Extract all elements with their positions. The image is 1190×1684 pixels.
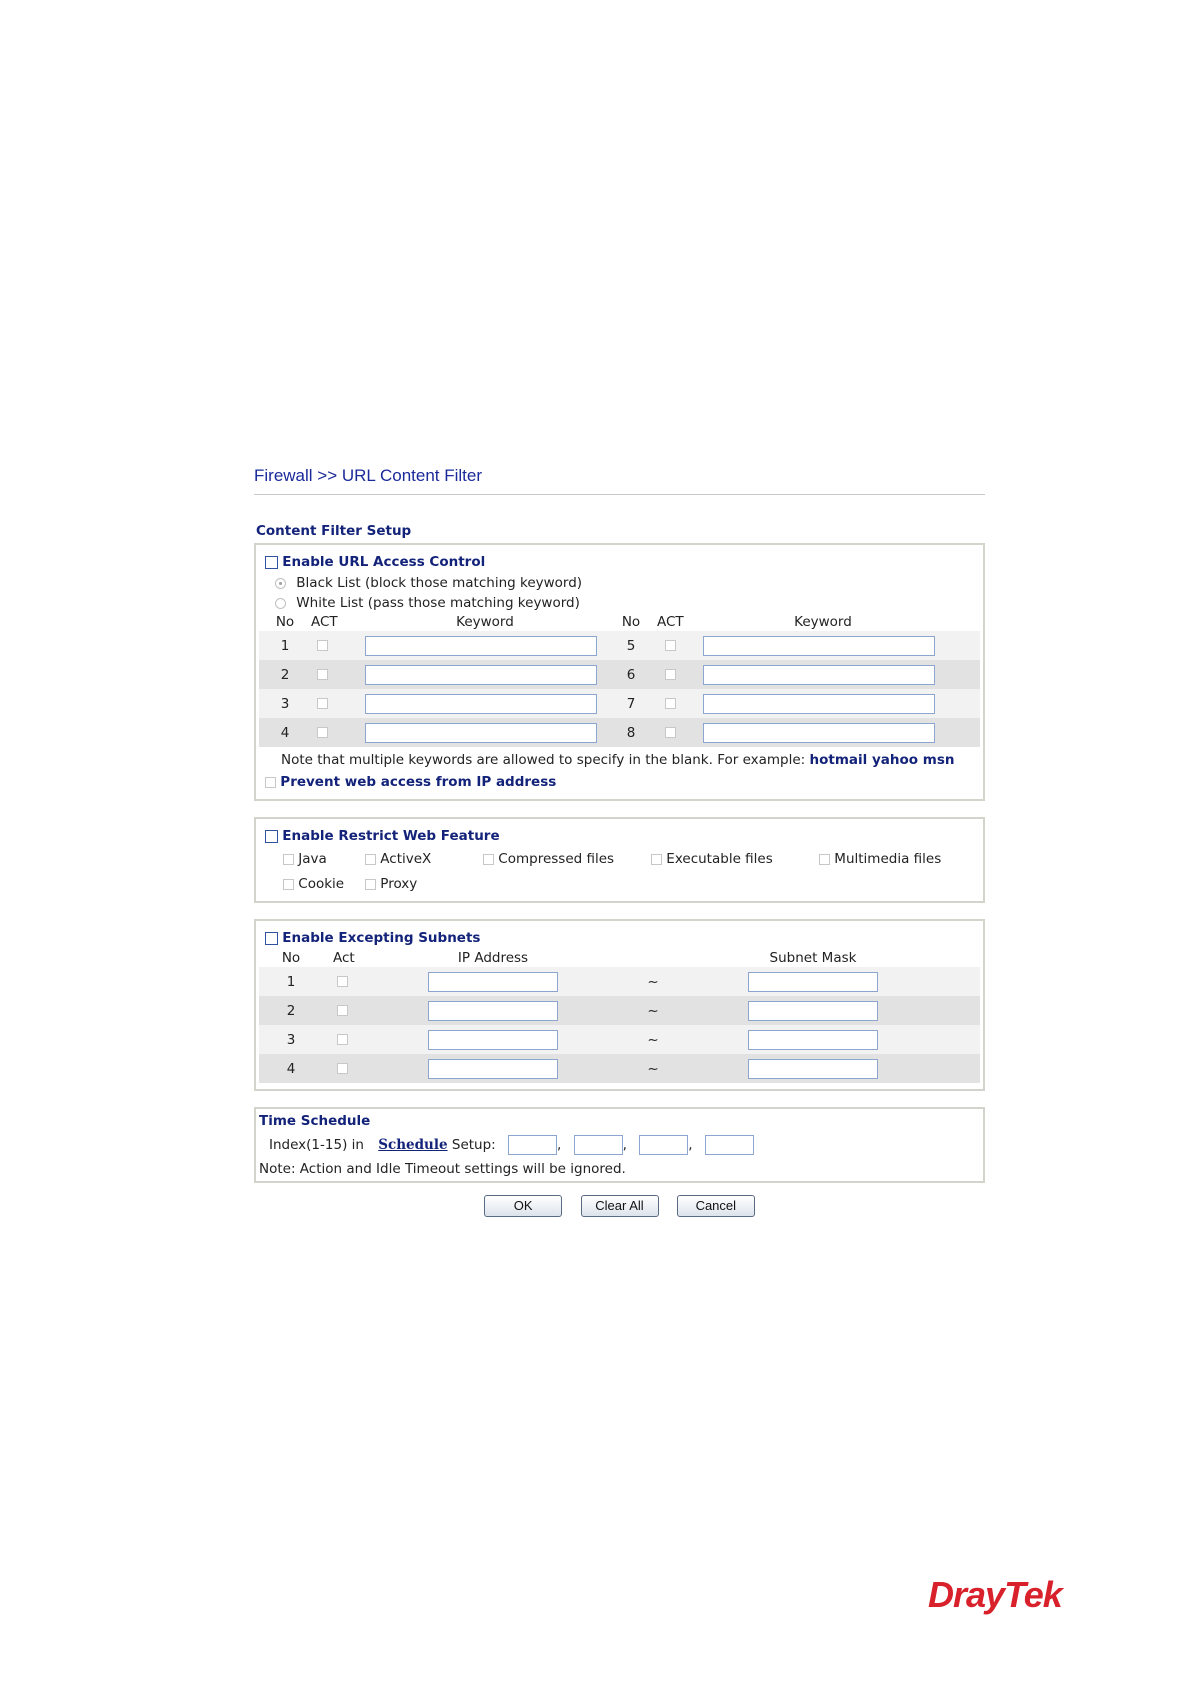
table-row <box>259 1054 980 1083</box>
restrict-web-feature-panel <box>254 817 985 903</box>
range-tilde: ~ <box>573 996 733 1025</box>
button-bar <box>254 1195 985 1217</box>
schedule-index-input-1[interactable] <box>508 1135 557 1155</box>
act-checkbox[interactable] <box>337 1005 348 1016</box>
keyword-note-example: hotmail yahoo msn <box>809 752 955 768</box>
row-number: 3 <box>259 1025 323 1054</box>
table-row <box>259 1025 980 1054</box>
keyword-input[interactable] <box>365 636 597 656</box>
row-number: 7 <box>605 689 657 718</box>
java-label: Java <box>298 851 327 867</box>
compressed-files-checkbox[interactable] <box>483 854 494 865</box>
executable-files-label: Executable files <box>666 851 773 867</box>
act-checkbox[interactable] <box>337 1034 348 1045</box>
range-tilde: ~ <box>573 1025 733 1054</box>
enable-excepting-subnets-label: Enable Excepting Subnets <box>282 930 481 946</box>
table-row <box>259 718 980 747</box>
table-row <box>259 996 980 1025</box>
row-number: 4 <box>259 718 311 747</box>
enable-url-access-control-label: Enable URL Access Control <box>282 554 486 570</box>
act-checkbox[interactable] <box>337 976 348 987</box>
keyword-input[interactable] <box>365 723 597 743</box>
multimedia-files-checkbox[interactable] <box>819 854 830 865</box>
schedule-index-label: Index(1-15) in <box>269 1137 364 1153</box>
act-checkbox[interactable] <box>665 698 676 709</box>
subnet-mask-input[interactable] <box>748 1059 878 1079</box>
content-filter-setup-title: Content Filter Setup <box>256 523 412 539</box>
activex-label: ActiveX <box>380 851 432 867</box>
enable-url-access-control-checkbox[interactable] <box>265 556 278 569</box>
row-number: 3 <box>259 689 311 718</box>
act-checkbox[interactable] <box>665 727 676 738</box>
col-keyword-right: Keyword <box>794 614 852 630</box>
activex-checkbox[interactable] <box>365 854 376 865</box>
time-schedule-panel <box>254 1107 985 1183</box>
ip-address-input[interactable] <box>428 972 558 992</box>
black-list-radio[interactable] <box>275 578 286 589</box>
row-number: 4 <box>259 1054 323 1083</box>
row-number: 2 <box>259 996 323 1025</box>
cookie-label: Cookie <box>298 876 345 892</box>
prevent-ip-access-checkbox[interactable] <box>265 777 276 788</box>
act-checkbox[interactable] <box>317 727 328 738</box>
subnet-mask-input[interactable] <box>748 972 878 992</box>
black-list-label: Black List (block those matching keyword) <box>296 575 583 591</box>
page-title: Firewall >> URL Content Filter <box>254 466 985 495</box>
schedule-comma: , <box>557 1137 562 1153</box>
executable-files-checkbox[interactable] <box>651 854 662 865</box>
enable-restrict-web-feature-checkbox[interactable] <box>265 830 278 843</box>
col-subnet-mask: Subnet Mask <box>769 950 857 966</box>
ok-button[interactable]: OK <box>484 1195 562 1217</box>
schedule-comma: , <box>622 1137 627 1153</box>
schedule-link[interactable]: Schedule <box>378 1137 448 1153</box>
url-access-control-panel <box>254 543 985 801</box>
act-checkbox[interactable] <box>665 640 676 651</box>
java-checkbox[interactable] <box>283 854 294 865</box>
ip-address-input[interactable] <box>428 1059 558 1079</box>
excepting-subnets-panel <box>254 919 985 1091</box>
white-list-label: White List (pass those matching keyword) <box>296 595 580 611</box>
act-checkbox[interactable] <box>665 669 676 680</box>
col-act-left: ACT <box>311 614 338 630</box>
schedule-setup-label: Setup: <box>451 1137 496 1153</box>
row-number: 1 <box>259 631 311 660</box>
proxy-checkbox[interactable] <box>365 879 376 890</box>
range-tilde: ~ <box>573 1054 733 1083</box>
act-checkbox[interactable] <box>317 698 328 709</box>
white-list-radio[interactable] <box>275 598 286 609</box>
ip-address-input[interactable] <box>428 1030 558 1050</box>
subnet-mask-input[interactable] <box>748 1030 878 1050</box>
subnets-table <box>259 949 980 1083</box>
keyword-input[interactable] <box>703 665 935 685</box>
table-row <box>259 689 980 718</box>
table-row <box>259 967 980 996</box>
act-checkbox[interactable] <box>317 669 328 680</box>
keyword-input[interactable] <box>703 694 935 714</box>
schedule-index-input-3[interactable] <box>639 1135 688 1155</box>
logo-tek: Tek <box>1004 1574 1062 1615</box>
row-number: 5 <box>605 631 657 660</box>
col-act-right: ACT <box>657 614 684 630</box>
keyword-note: Note that multiple keywords are allowed to specify in the blank. For example: <box>281 752 806 768</box>
subnet-mask-input[interactable] <box>748 1001 878 1021</box>
url-content-filter-page <box>254 466 985 1217</box>
col-ip-address: IP Address <box>457 950 529 966</box>
prevent-ip-access-label: Prevent web access from IP address <box>280 774 557 790</box>
table-row <box>259 631 980 660</box>
enable-excepting-subnets-checkbox[interactable] <box>265 932 278 945</box>
col-keyword-left: Keyword <box>456 614 514 630</box>
col-no: No <box>281 950 301 966</box>
keyword-input[interactable] <box>703 723 935 743</box>
compressed-files-label: Compressed files <box>498 851 615 867</box>
col-act: Act <box>333 950 355 966</box>
enable-restrict-web-feature-label: Enable Restrict Web Feature <box>282 828 500 844</box>
ip-address-input[interactable] <box>428 1001 558 1021</box>
schedule-note: Note: Action and Idle Timeout settings will be ignored. <box>259 1161 626 1177</box>
row-number: 8 <box>605 718 657 747</box>
cookie-checkbox[interactable] <box>283 879 294 890</box>
act-checkbox[interactable] <box>337 1063 348 1074</box>
keyword-input[interactable] <box>365 665 597 685</box>
keyword-input[interactable] <box>703 636 935 656</box>
col-no-left: No <box>275 614 295 630</box>
cancel-button[interactable]: Cancel <box>677 1195 755 1217</box>
col-no-right: No <box>621 614 641 630</box>
time-schedule-title: Time Schedule <box>259 1113 371 1129</box>
row-number: 2 <box>259 660 311 689</box>
table-row <box>259 660 980 689</box>
proxy-label: Proxy <box>380 876 418 892</box>
range-tilde: ~ <box>573 967 733 996</box>
schedule-index-input-4[interactable] <box>705 1135 754 1155</box>
logo-dray: Dray <box>928 1574 1005 1615</box>
act-checkbox[interactable] <box>317 640 328 651</box>
clear-all-button[interactable]: Clear All <box>581 1195 659 1217</box>
multimedia-files-label: Multimedia files <box>834 851 942 867</box>
row-number: 6 <box>605 660 657 689</box>
keyword-table <box>259 613 980 747</box>
schedule-comma: , <box>688 1137 693 1153</box>
draytek-logo <box>928 1574 1062 1616</box>
schedule-index-input-2[interactable] <box>574 1135 623 1155</box>
row-number: 1 <box>259 967 323 996</box>
keyword-input[interactable] <box>365 694 597 714</box>
